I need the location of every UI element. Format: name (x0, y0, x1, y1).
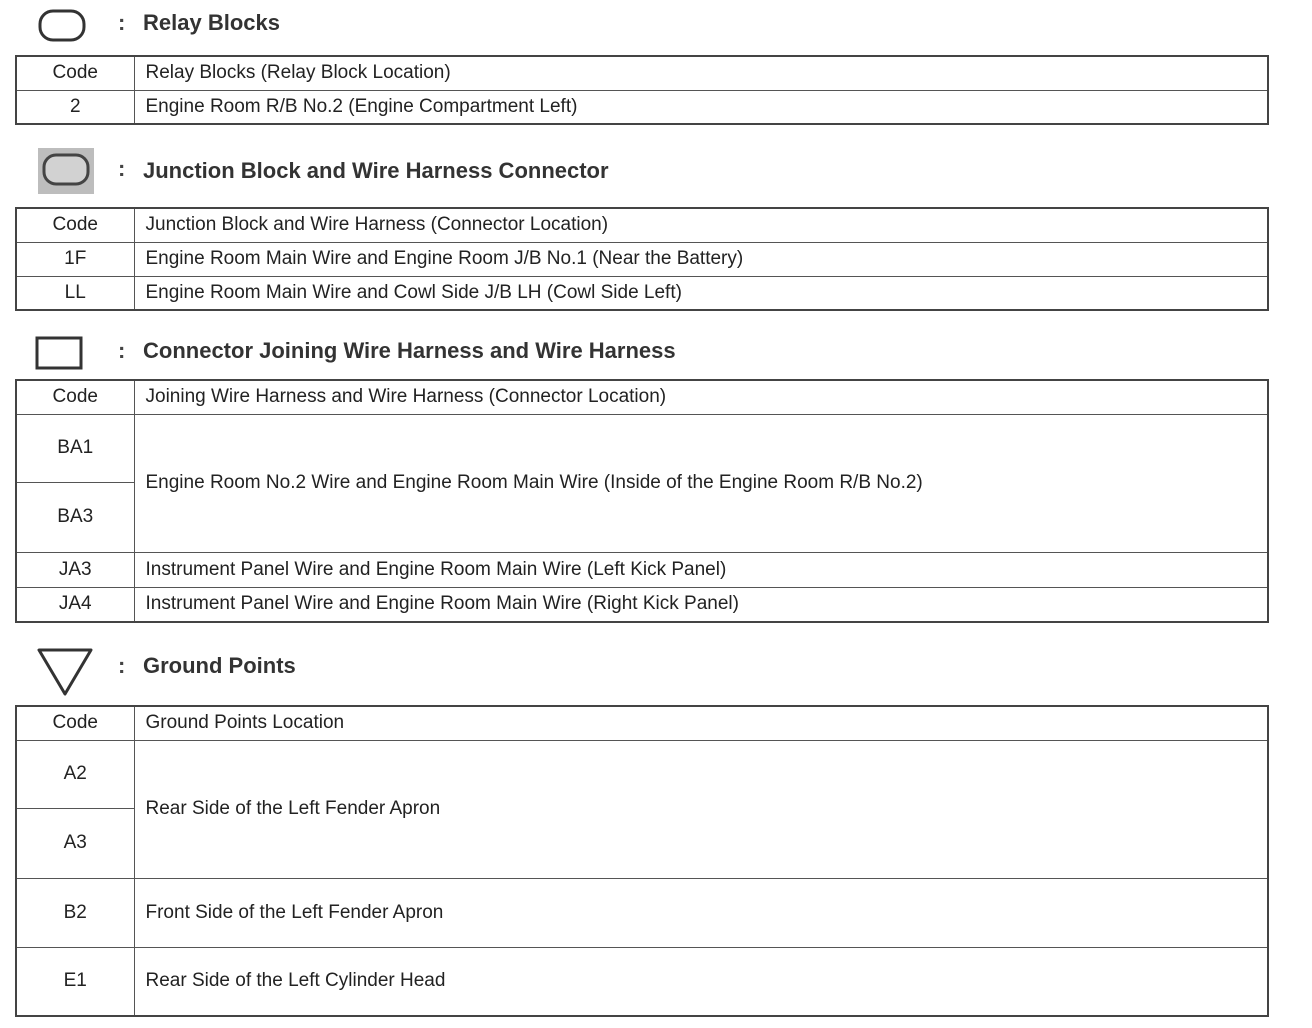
triangle-down-icon (36, 647, 94, 697)
shaded-rounded-rect-icon (36, 146, 96, 196)
row-code: BA1 (17, 415, 134, 483)
table-row (16, 414, 1268, 552)
section-title: Ground Points (143, 653, 296, 678)
section-colon: : (118, 653, 126, 678)
table-row (16, 947, 1268, 1016)
column-header-code: Code (16, 706, 134, 740)
row-code: E1 (16, 947, 134, 1016)
table-header-row (16, 56, 1268, 90)
table-header-row (16, 208, 1268, 242)
row-description: Instrument Panel Wire and Engine Room Main Wire (Right Kick Panel) (134, 587, 1268, 622)
row-code: JA3 (16, 552, 134, 587)
junction-block-table (15, 207, 1269, 311)
column-header-code: Code (16, 208, 134, 242)
row-code: BA3 (57, 505, 94, 527)
row-description: Engine Room No.2 Wire and Engine Room Main Wire (Inside of the Engine Room R/B No.2) (134, 414, 1268, 552)
row-description: Front Side of the Left Fender Apron (134, 878, 1268, 947)
table-header-row (16, 380, 1268, 414)
row-code: 2 (16, 90, 134, 124)
column-header-code: Code (16, 56, 134, 90)
section-relay-blocks-heading (0, 2, 1312, 46)
row-description: Rear Side of the Left Cylinder Head (134, 947, 1268, 1016)
row-code: B2 (16, 878, 134, 947)
section-title: Connector Joining Wire Harness and Wire Harness (143, 338, 676, 363)
section-title: Junction Block and Wire Harness Connector (143, 158, 609, 183)
rectangle-icon (35, 336, 83, 370)
row-code: A2 (17, 741, 134, 809)
table-row (16, 587, 1268, 622)
table-row (16, 740, 1268, 878)
column-header-description: Ground Points Location (134, 706, 1268, 740)
table-row (16, 242, 1268, 276)
rounded-rect-icon (37, 8, 87, 44)
section-colon: : (118, 156, 126, 181)
connector-joining-table (15, 379, 1269, 623)
row-code: 1F (16, 242, 134, 276)
section-ground-points-heading (0, 645, 1312, 689)
section-colon: : (118, 10, 126, 35)
row-description: Engine Room R/B No.2 (Engine Compartment Left) (134, 90, 1268, 124)
column-header-code: Code (16, 380, 134, 414)
table-row (16, 878, 1268, 947)
section-colon: : (118, 338, 126, 363)
ground-points-table (15, 705, 1269, 1017)
row-description: Engine Room Main Wire and Cowl Side J/B LH (Cowl Side Left) (134, 276, 1268, 310)
table-header-row (16, 706, 1268, 740)
section-title: Relay Blocks (143, 10, 280, 35)
section-junction-block-heading (0, 150, 1312, 194)
column-header-description: Joining Wire Harness and Wire Harness (Connector Location) (134, 380, 1268, 414)
row-code-group (16, 740, 134, 878)
row-description: Engine Room Main Wire and Engine Room J/B No.1 (Near the Battery) (134, 242, 1268, 276)
row-code-group (16, 414, 134, 552)
column-header-description: Junction Block and Wire Harness (Connector Location) (134, 208, 1268, 242)
table-row (16, 552, 1268, 587)
table-row (16, 276, 1268, 310)
row-code: LL (16, 276, 134, 310)
column-header-description: Relay Blocks (Relay Block Location) (134, 56, 1268, 90)
table-row (16, 90, 1268, 124)
relay-blocks-table (15, 55, 1269, 125)
row-code: JA4 (16, 587, 134, 622)
row-description: Instrument Panel Wire and Engine Room Main Wire (Left Kick Panel) (134, 552, 1268, 587)
row-description: Rear Side of the Left Fender Apron (134, 740, 1268, 878)
section-connector-joining-heading (0, 330, 1312, 374)
row-code: A3 (63, 831, 87, 853)
